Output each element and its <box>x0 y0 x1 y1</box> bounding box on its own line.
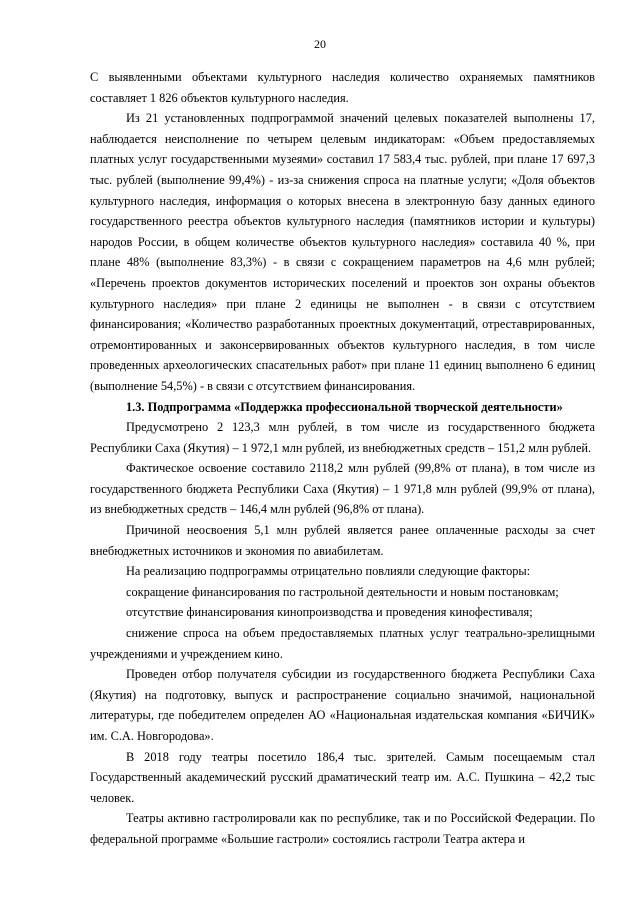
list-item: снижение спроса на объем предоставляемых платных услуг театрально-зрелищными учреждениями и учреждением кино. <box>90 626 595 661</box>
paragraph: С выявленными объектами культурного наследия количество охраняемых памятников составляет 1 826 объектов культурного наследия. <box>90 70 595 105</box>
paragraph: На реализацию подпрограммы отрицательно повлияли следующие факторы: <box>126 564 531 579</box>
paragraph: Из 21 установленных подпрограммой значений целевых показателей выполнены 17, наблюдается неисполнение по четырем целевым индикаторам: «Объем предоставляемых платных услуг государственными музеями» составил 17 583,4 тыс. рублей, при плане 17 697,3 тыс. рублей (выполнение 99,4%) - из-за снижения спроса на платные услуги; «Доля объектов культурного наследия, информация о которых внесена в электронную базу данных единого государственного реестра объектов культурного наследия (памятников истории и культуры) народов России, в общем количестве объектов культурного наследия» составила 40 %, при плане 48% (выполнение 83,3%) - в связи с сокращением параметров на 4,6 млн рублей; «Перечень проектов документов исторических поселений и проектов зон охраны объектов культурного наследия» при плане 2 единицы не выполнен - в связи с отсутствием финансирования; «Количество разработанных проектных документаций, отреставрированных, отремонтированных и законсервированных объектов культурного наследия, в том числе проведенных археологических спасательных работ» при плане 11 единиц выполнено 6 единиц (выполнение 54,5%) - в связи с отсутствием финансирования. <box>90 111 595 393</box>
document-body <box>90 67 595 850</box>
paragraph: В 2018 году театры посетило 186,4 тыс. зрителей. Самым посещаемым стал Государственный академический русский драматический театр им. А.С. Пушкина – 42,2 тыс человек. <box>90 749 595 805</box>
paragraph: Фактическое освоение составило 2118,2 млн рублей (99,8% от плана), в том числе из государственного бюджета Республики Саха (Якутия) – 1 971,8 млн рублей (99,9% от плана), из внебюджетных средств – 146,4 млн рублей (96,8% от плана). <box>90 461 595 517</box>
section-heading: 1.3. Подпрограмма «Поддержка профессиональной творческой деятельности» <box>126 399 563 414</box>
list-item: отсутствие финансирования кинопроизводства и проведения кинофестиваля; <box>126 605 533 620</box>
paragraph: Театры активно гастролировали как по республике, так и по Российской Федерации. По федеральной программе «Большие гастроли» состоялись гастроли Театра актера и <box>90 811 595 846</box>
list-item: сокращение финансирования по гастрольной деятельности и новым постановкам; <box>126 584 559 599</box>
paragraph: Проведен отбор получателя субсидии из государственного бюджета Республики Саха (Якутия) на подготовку, выпуск и распространение социально значимой, национальной литературы, где победителем определен АО «Национальная издательская компания «БИЧИК» им. С.А. Новгородова». <box>90 667 595 743</box>
paragraph: Предусмотрено 2 123,3 млн рублей, в том числе из государственного бюджета Республики Саха (Якутия) – 1 972,1 млн рублей, из внебюджетных средств – 151,2 млн рублей. <box>90 420 595 455</box>
paragraph: Причиной неосвоения 5,1 млн рублей является ранее оплаченные расходы за счет внебюджетных источников и экономия по авиабилетам. <box>90 523 595 558</box>
page-number: 20 <box>314 37 326 51</box>
